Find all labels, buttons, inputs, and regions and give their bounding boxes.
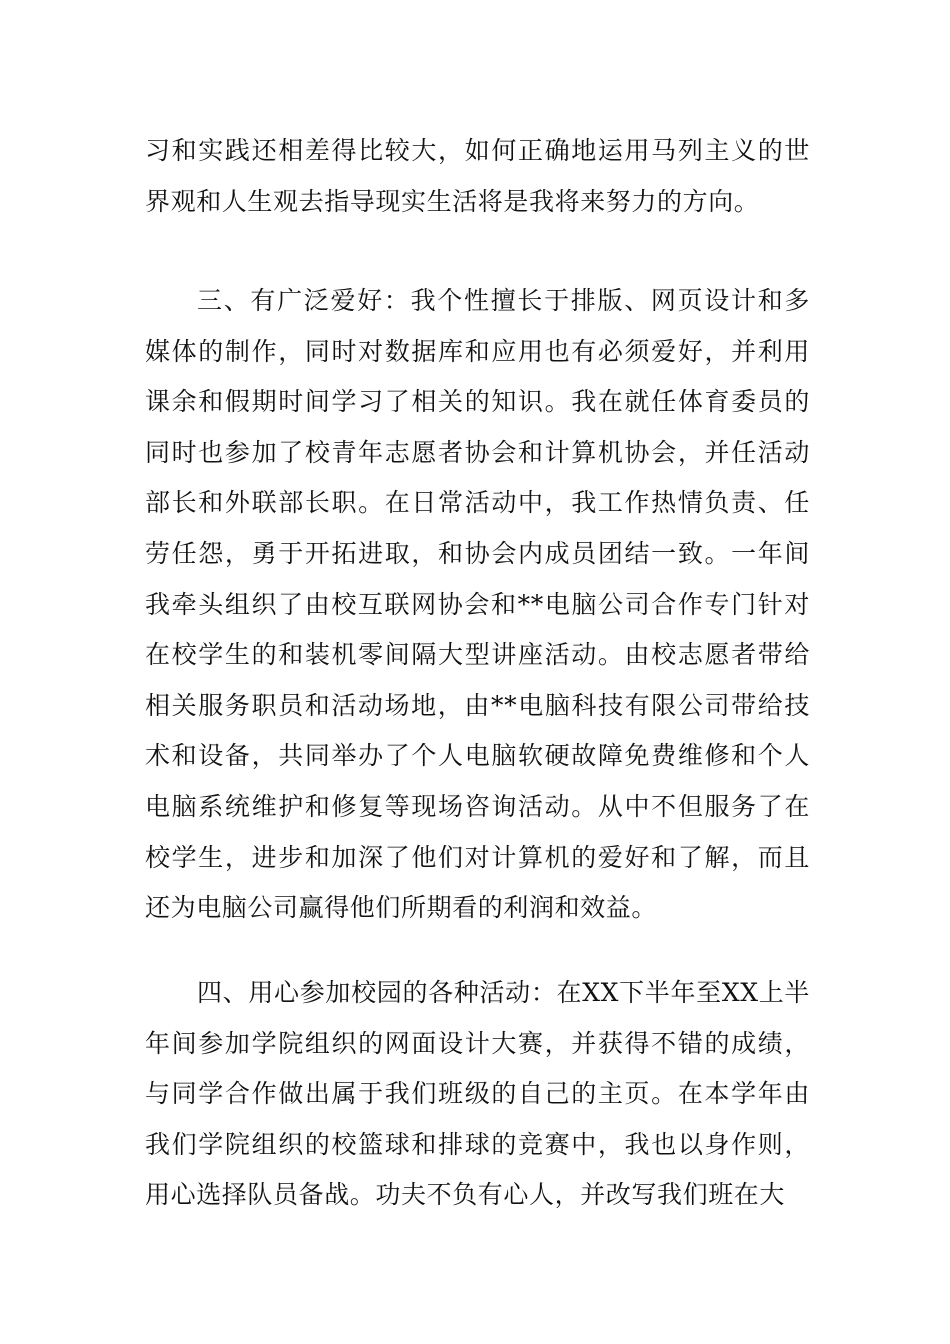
paragraph-continuation: 习和实践还相差得比较大，如何正确地运用马列主义的世界观和人生观去指导现实生活将是我将来努力的方向。: [145, 136, 810, 216]
paragraph-hobbies: 三、有广泛爱好：我个性擅长于排版、网页设计和多媒体的制作，同时对数据库和应用也有必须爱好，并利用课余和假期时间学习了相关的知识。我在就任体育委员的同时也参加了校青年志愿者协会和计算机协会，并任活动部长和外联部长职。在日常活动中，我工作热情负责、任劳任怨，勇于开拓进取，和协会内成员团结一致。一年间我牵头组织了由校互联网协会和**电脑公司合作专门针对在校学生的和装机零间隔大型讲座活动。由校志愿者带给相关服务职员和活动场地，由**电脑科技有限公司带给技术和设备，共同举办了个人电脑软硬故障免费维修和个人电脑系统维护和修复等现场咨询活动。从中不但服务了在校学生，进步和加深了他们对计算机的爱好和了解，而且还为电脑公司赢得他们所期看的利润和效益。: [145, 286, 810, 923]
paragraph-campus-activities: 四、用心参加校园的各种活动：在XX下半年至XX上半年间参加学院组织的网面设计大赛，并获得不错的成绩，与同学合作做出属于我们班级的自己的主页。在本学年由我们学院组织的校篮球和排球的竞赛中，我也以身作则，用心选择队员备战。功夫不负有心人，并改写我们班在大: [145, 978, 810, 1210]
